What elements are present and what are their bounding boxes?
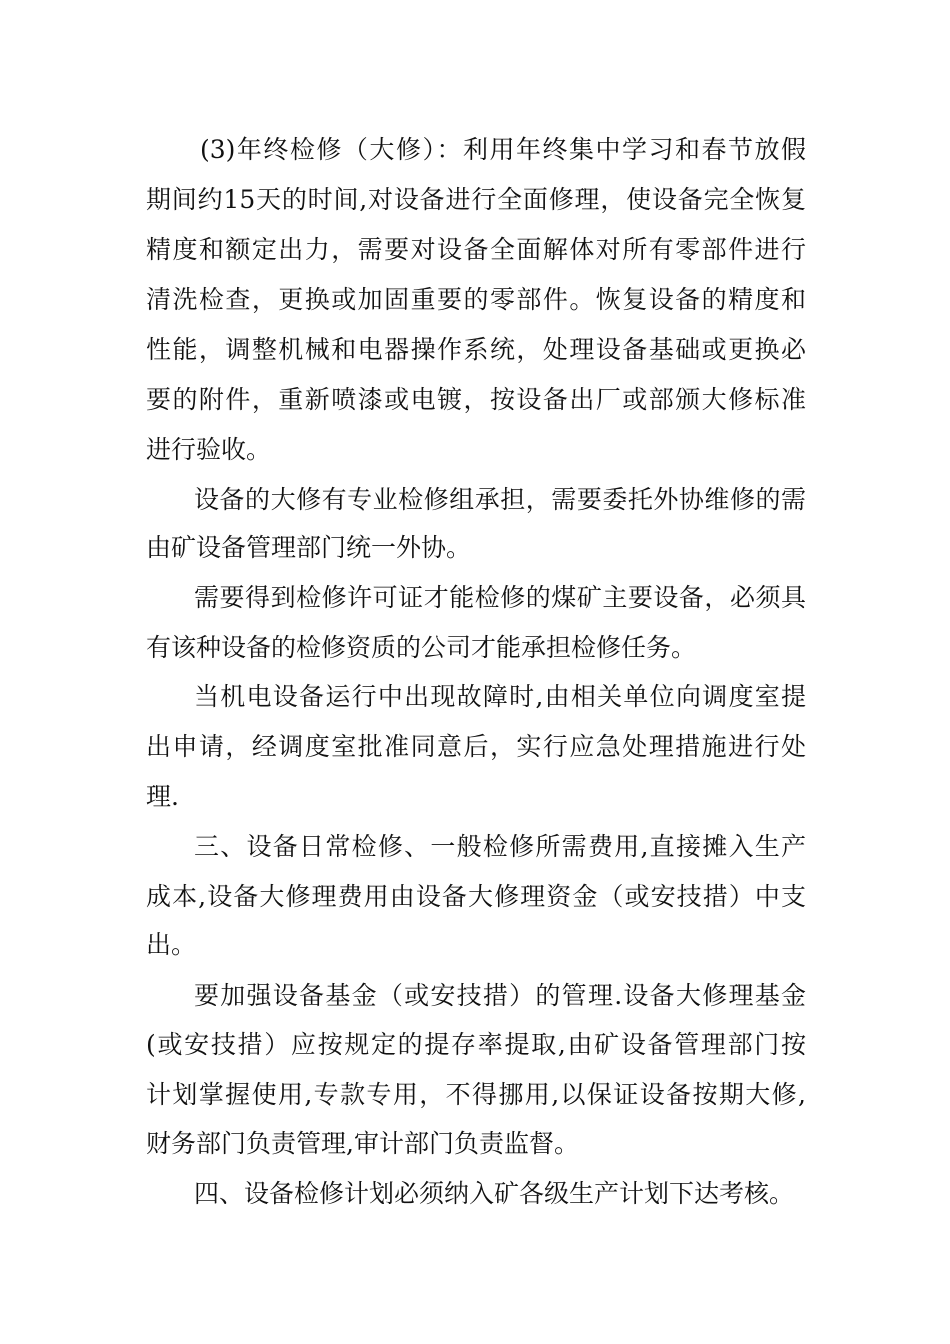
text-line: (3)年终检修（大修）：利用年终集中学习和春节放假 — [200, 135, 806, 164]
text-line: 理. — [146, 782, 179, 811]
text-line: 当机电设备运行中出现故障时,由相关单位向调度室提 — [194, 682, 806, 711]
text-line: 计划掌握使用,专款专用，不得挪用,以保证设备按期大修, — [146, 1080, 806, 1109]
text-line: 要加强设备基金（或安技措）的管理.设备大修理基金 — [194, 981, 806, 1010]
text-line: 清洗检查，更换或加固重要的零部件。恢复设备的精度和 — [146, 285, 806, 314]
text-line: 成本,设备大修理费用由设备大修理资金（或安技措）中支 — [146, 882, 806, 911]
text-line: 进行验收。 — [146, 435, 272, 464]
text-line: 出。 — [146, 930, 197, 959]
text-line: 四、设备检修计划必须纳入矿各级生产计划下达考核。 — [194, 1179, 795, 1208]
text-line: 财务部门负责管理,审计部门负责监督。 — [146, 1129, 579, 1158]
text-line: 设备的大修有专业检修组承担，需要委托外协维修的需 — [194, 485, 806, 514]
text-line: (或安技措）应按规定的提存率提取,由矿设备管理部门按 — [146, 1030, 806, 1059]
text-line: 要的附件，重新喷漆或电镀，按设备出厂或部颁大修标准 — [146, 385, 806, 414]
text-line: 三、设备日常检修、一般检修所需费用,直接摊入生产 — [194, 832, 806, 861]
text-line: 需要得到检修许可证才能检修的煤矿主要设备，必须具 — [194, 583, 806, 612]
text-line: 出申请，经调度室批准同意后，实行应急处理措施进行处 — [146, 732, 806, 761]
text-line: 期间约15天的时间,对设备进行全面修理，使设备完全恢复 — [146, 185, 806, 214]
text-line: 精度和额定出力，需要对设备全面解体对所有零部件进行 — [146, 235, 806, 264]
text-line: 由矿设备管理部门统一外协。 — [146, 533, 472, 562]
text-line: 有该种设备的检修资质的公司才能承担检修任务。 — [146, 633, 697, 662]
text-line: 性能，调整机械和电器操作系统，处理设备基础或更换必 — [146, 335, 806, 364]
